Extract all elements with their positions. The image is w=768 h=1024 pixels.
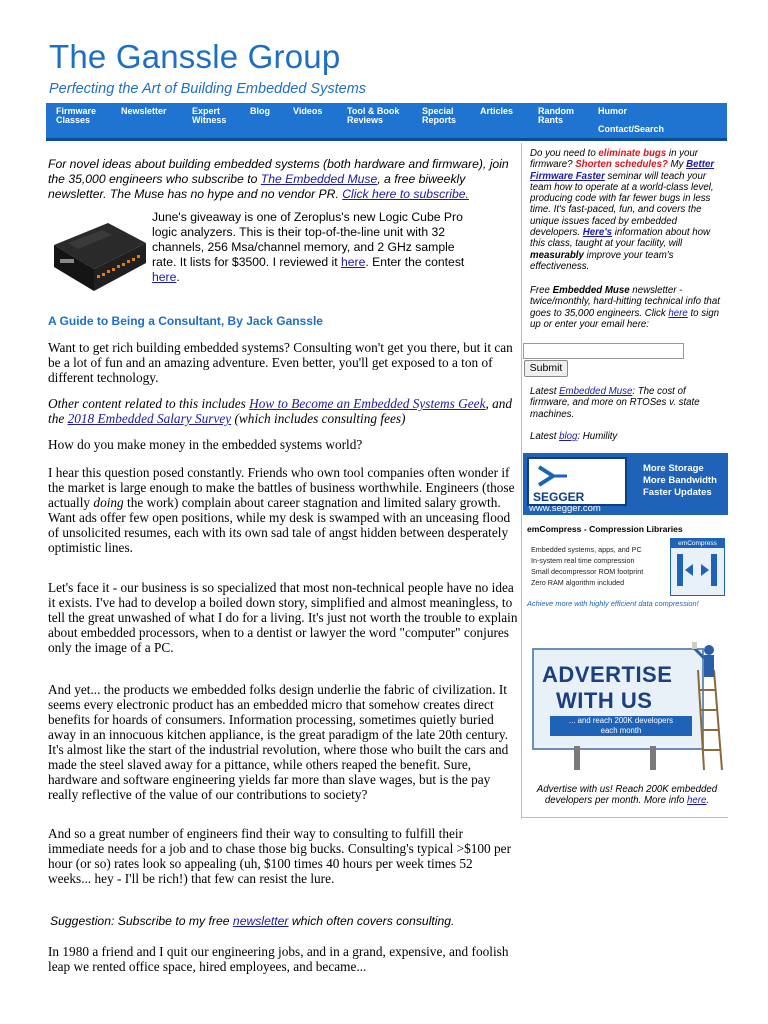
article-paragraph: I hear this question posed constantly. Friends who own tool companies often wonder if the market is large enough to make the battles of business worthwhile. Engineers (those actually doing the work) complain about career stagnation and limited salary growth. Want ads offer few open positions, while my desk is swamped with an unceasing flood of unsolicited resumes, each with its own sad tale of angst hidden between desperately optimistic lines. <box>48 465 515 555</box>
signup-link[interactable]: here <box>668 307 688 319</box>
segger-footer: Achieve more with highly efficient data compression! <box>527 599 699 608</box>
latest-muse: Latest Embedded Muse: The cost of firmware, and more on RTOSes v. state machines. <box>530 386 700 420</box>
article-paragraph: Let's face it - our business is so specialized that most non-technical people have no idea it exists. I've had to develop a boiled down story, simplified and almost meaningless, to tell the great unwashed of what I do for a living. It's just not worth the trouble to explain about embedded processors, when to a dentist or lawyer the word "computer" conjures only the image of a PC. <box>48 580 518 655</box>
email-input[interactable] <box>523 343 684 359</box>
segger-feature: Zero RAM algorithm included <box>531 578 625 587</box>
latest-blog-link[interactable]: blog <box>559 431 578 442</box>
segger-feature-line: Faster Updates <box>643 487 712 498</box>
nav-humor[interactable]: Humor <box>598 106 627 116</box>
embedded-geek-link[interactable]: How to Become an Embedded Systems Geek <box>249 396 486 411</box>
nav-articles[interactable]: Articles <box>480 106 514 116</box>
main-navigation <box>46 103 727 141</box>
segger-feature: In-system real time compression <box>531 556 635 565</box>
emcompress-badge <box>670 538 725 596</box>
heres-link[interactable]: Here's <box>582 227 613 239</box>
submit-button[interactable]: Submit <box>524 360 568 377</box>
site-title[interactable]: The Ganssle Group <box>49 38 341 75</box>
latest-muse-link[interactable]: Embedded Muse <box>559 386 633 397</box>
article-title: A Guide to Being a Consultant, By Jack Ganssle <box>48 314 323 328</box>
seminar-promo: Do you need to eliminate bugs in your firmware? Shorten schedules? My Better Firmware Faster seminar will teach your team how to operate at a world-class level, producing code with far fewer bugs in less time. It's fast-paced, fun, and covers the unique issues faced by embedded developers. Here's information about how this class, taught at your facility, will measurably improve your team's effectiveness. <box>530 148 715 272</box>
segger-feature-line: More Bandwidth <box>643 475 717 486</box>
nav-random-rants[interactable]: Random Rants <box>538 106 574 125</box>
giveaway-text: June's giveaway is one of Zeroplus's new Logic Cube Pro logic analyzers. This is their top-of-the-line unit with 32 channels, 256 Msa/channel memory, and 2 GHz sample rate. It lists for $3500. I reviewed it here. Enter the contest here. <box>152 210 465 284</box>
contest-link[interactable]: here <box>152 270 177 284</box>
review-link[interactable]: here <box>341 255 366 269</box>
subscribe-link[interactable]: Click here to subscribe. <box>342 187 469 201</box>
newsletter-link[interactable]: newsletter <box>232 914 289 928</box>
segger-logo <box>527 457 627 506</box>
newsletter-intro: For novel ideas about building embedded systems (both hardware and firmware), join the 35,000 engineers who subscribe to The Embedded Muse, a free biweekly newsletter. The Muse has no hype and no vendor PR. Click here to subscribe. <box>48 157 509 201</box>
article-paragraph: And yet... the products we embedded folks design underlie the fabric of civilization. It seems every electronic product has an embedded micro that somehow creates direct benefits for hoards of consumers. Information processing, sometimes quietly buried away in an innocuous kitchen appliance, is the great paradigm of the late 20th century. It's almost like the start of the industrial revolution, where those who built the cars and made the steel slaved away for a pittance, while others reaped the benefit. Sure, hardware and software engineering yields far more than slave wages, but is the pay really reflective of the value of our contributions to society? <box>48 682 509 802</box>
billboard-headline: WITH US <box>556 688 653 713</box>
segger-brand: SEGGER <box>533 490 585 504</box>
sidebar-divider <box>522 817 728 818</box>
advertise-info-link[interactable]: here <box>687 795 707 807</box>
billboard-headline: ADVERTISE <box>542 662 673 687</box>
advertise-caption: Advertise with us! Reach 200K embedded developers per month. More info here. <box>536 784 718 807</box>
article-paragraph: How do you make money in the embedded systems world? <box>48 437 363 452</box>
latest-blog: Latest blog: Humility <box>530 431 618 442</box>
salary-survey-link[interactable]: 2018 Embedded Salary Survey <box>67 411 232 426</box>
sidebar <box>521 143 728 819</box>
segger-ad[interactable] <box>523 453 728 611</box>
nav-videos[interactable]: Videos <box>293 106 323 116</box>
billboard-subtext: ... and reach 200K developers each month <box>568 716 674 735</box>
newsletter-suggestion: Suggestion: Subscribe to my free newsletter which often covers consulting. <box>50 914 455 928</box>
article-paragraph: And so a great number of engineers find their way to consulting to fulfill their immediate needs for a job and to chase those big bucks. Consulting's typical >$100 per hour (or so) rates look so appealing (uh, $100 times 40 hours per week times 52 weeks... hey - I'll be rich!) that few can resist the lure. <box>48 826 512 886</box>
nav-firmware-classes[interactable]: Firmware Classes <box>56 106 97 125</box>
better-firmware-faster-link[interactable]: Better Firmware Faster <box>530 159 715 182</box>
nav-special-reports[interactable]: Special Reports <box>422 106 457 125</box>
nav-tool-book-reviews[interactable]: Tool & Book Reviews <box>347 106 400 125</box>
nav-expert-witness[interactable]: Expert Witness <box>192 106 227 125</box>
segger-feature: Embedded systems, apps, and PC <box>531 545 642 554</box>
segger-chevron-icon <box>535 464 569 488</box>
billboard-post <box>650 746 656 770</box>
nav-newsletter[interactable]: Newsletter <box>121 106 167 116</box>
nav-blog[interactable]: Blog <box>250 106 270 116</box>
billboard-post <box>574 746 580 770</box>
site-tagline: Perfecting the Art of Building Embedded Systems <box>49 81 367 97</box>
segger-feature: Small decompressor ROM footprint <box>531 567 644 576</box>
compress-icon <box>671 548 724 594</box>
advertise-ad[interactable] <box>532 640 722 775</box>
segger-url: www.segger.com <box>529 503 601 514</box>
painter-ladder-icon <box>692 640 726 772</box>
muse-signup-text: Free Embedded Muse newsletter - twice/monthly, hard-hitting technical info that goes to 35,000 engineers. Click here to sign up or enter your email here: <box>530 285 720 330</box>
article-paragraph: In 1980 a friend and I quit our engineering jobs, and in a grand, expensive, and foolish leap we rented office space, hired employees, and became... <box>48 944 509 974</box>
logic-analyzer-image <box>50 215 148 293</box>
segger-feature-line: More Storage <box>643 463 704 474</box>
article-paragraph: Want to get rich building embedded systems? Consulting won't get you there, but it can be a lot of fun and an amazing adventure. Even better, you'll get exposed to a ton of different technology. <box>48 340 513 385</box>
segger-product-title: emCompress - Compression Libraries <box>527 524 683 534</box>
related-content: Other content related to this includes How to Become an Embedded Systems Geek, and the 2018 Embedded Salary Survey (which includes consulting fees) <box>48 396 513 426</box>
emcompress-badge-label: emCompress <box>671 539 724 548</box>
nav-contact-search[interactable]: Contact/Search <box>598 124 665 134</box>
embedded-muse-link[interactable]: The Embedded Muse <box>260 172 378 186</box>
